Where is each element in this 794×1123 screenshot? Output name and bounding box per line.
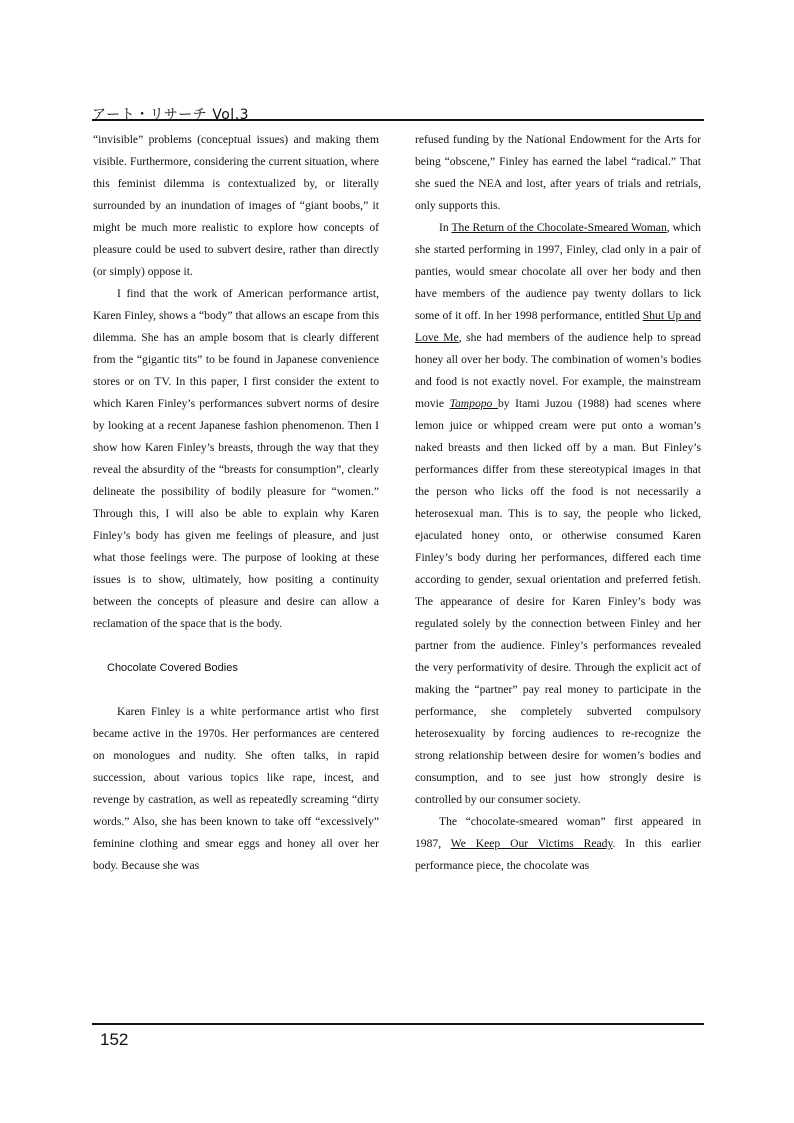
- text-run: In: [439, 221, 452, 234]
- section-heading: Chocolate Covered Bodies: [107, 662, 238, 674]
- paragraph: refused funding by the National Endowment for the Arts for being “obscene,” Finley has earned the label “radical.” That she sued the NEA and lost, after years of trials and retrials, only supports this.: [415, 133, 701, 212]
- paragraph: I find that the work of American performance artist, Karen Finley, shows a “body” that allows an escape from this dilemma. She has an ample bosom that is clearly different from the “gigantic tits” to be found in Japanese convenience stores or on TV. In this paper, I first consider the extent to which Karen Finley’s performances subvert norms of desire by looking at a recent Japanese fashion phenomenon. Then I show how Karen Finley’s breasts, through the way that they reveal the absurdity of the “breasts for consumption”, clearly delineate the possibility of bodily pleasure for “women.” Through this, I will also be able to explain why Karen Finley’s body has given me feelings of pleasure, and just what those feelings were. The purpose of looking at these issues is to show, ultimately, how positing a continuity between the concepts of pleasure and desire can allow a reclamation of the space that is the body.: [93, 287, 379, 630]
- left-column: [93, 129, 379, 877]
- text-run: The “chocolate-smeared woman” first appeared in 1987,: [415, 815, 701, 850]
- work-title: The Return of the Chocolate-Smeared Woman: [451, 221, 667, 234]
- paragraph: Karen Finley is a white performance artist who first became active in the 1970s. Her performances are centered on monologues and nudity. She often talks, in rapid succession, about various topics like rape, incest, and revenge by castration, as well as repeatedly screaming “dirty words.” Also, she has been known to take off “excessively” feminine clothing and smear eggs and honey all over her body. Because she was: [93, 705, 379, 872]
- page-number: 152: [100, 1030, 129, 1049]
- text-run: . In this earlier performance piece, the chocolate was: [415, 837, 702, 872]
- paragraph: “invisible” problems (conceptual issues) and making them visible. Furthermore, considering the current situation, where this feminist dilemma is contextualized by, or literally surrounded by an inundation of images of “giant boobs,” it might be much more realistic to explore how concepts of pleasure could be used to subvert desire, rather than directly (or simply) oppose it.: [93, 133, 379, 278]
- header-rule: [92, 119, 704, 121]
- text-run: , which she started performing in 1997, Finley, clad only in a pair of panties, would smear chocolate all over her body and then have members of the audience pay twenty dollars to lick some of it off. In her 1998 performance, entitled: [415, 221, 701, 322]
- work-title: We Keep Our Victims Ready: [450, 837, 613, 850]
- work-title: Shut Up and Love Me: [415, 309, 701, 344]
- running-header-title: アート・リサーチ Vol.3: [92, 107, 250, 123]
- right-column: [415, 129, 701, 877]
- work-title: Tampopo: [449, 397, 498, 410]
- text-run: by Itami Juzou (1988) had scenes where lemon juice or whipped cream were put onto a woman’s naked breasts and then licked off by a man. But Finley’s performances differ from these stereotypical images in that the person who licks off the food is not necessarily a heterosexual man. This is to say, the people who licked, ejaculated honey onto, or otherwise consumed Karen Finley’s body during her performances, differed each time according to gender, sexual orientation and preferred fetish. The appearance of desire for Karen Finley’s body was regulated solely by the connection between Finley and her partner from the audience. Finley’s performances revealed the very performativity of desire. Through the explicit act of making the “partner” pay real money to participate in the performance, she completely subverted compulsory heterosexuality by forcing audiences to re-recognize the strong relationship between desire for women’s bodies and consumption, and to see just how strongly desire is controlled by our consumer society.: [415, 397, 701, 806]
- text-run: , she had members of the audience help to spread honey all over her body. The combination of women’s bodies and food is not exactly novel. For example, the mainstream movie: [415, 331, 701, 410]
- footer-rule: [92, 1023, 704, 1025]
- paragraph: [415, 811, 701, 877]
- paragraph: [415, 217, 701, 811]
